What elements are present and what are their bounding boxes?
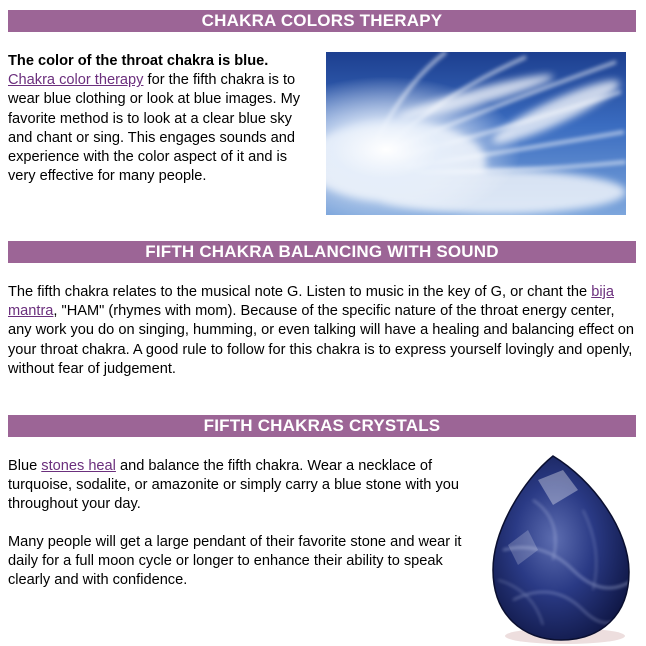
crystals-body-start: Blue xyxy=(8,458,42,474)
crystals-paragraph-2: Many people will get a large pendant of their favorite stone and wear it daily for a full moon cycle or longer to enhance their ability to speak clearly and with confidence. xyxy=(8,534,462,589)
sky-clouds-photo xyxy=(326,52,626,215)
balancing-sound-body-start: The fifth chakra relates to the musical note G. Listen to music in the key of G, or chant the xyxy=(8,284,592,300)
sodalite-stone-photo xyxy=(483,450,636,646)
stones-heal-link[interactable]: stones heal xyxy=(41,458,116,474)
balancing-sound-paragraph xyxy=(8,283,636,379)
throat-chakra-lead: The color of the throat chakra is blue. xyxy=(8,53,269,69)
chakra-color-therapy-link[interactable]: Chakra color therapy xyxy=(8,72,144,89)
section-heading-balancing-sound: FIFTH CHAKRA BALANCING WITH SOUND xyxy=(8,241,636,263)
section-heading-crystals: FIFTH CHAKRAS CRYSTALS xyxy=(8,415,636,437)
section-heading-chakra-colors: CHAKRA COLORS THERAPY xyxy=(8,10,636,32)
chakra-colors-body: for the fifth chakra is to wear blue clothing or look at blue images. My favorite method is to look at a clear blue sky and chant or sing. This engages sounds and experience with the color aspect of it and is very effective for many people. xyxy=(8,72,301,185)
chakra-colors-paragraph xyxy=(8,52,314,186)
balancing-sound-body-end: , "HAM" (rhymes with mom). Because of the specific nature of the throat energy center, any work you do on singing, humming, or even talking will have a healing and balancing effect on your throat chakra. A good rule to follow for this chakra is to express yourself lovingly and openly, without fear of judgement. xyxy=(8,303,635,377)
bija-mantra-link[interactable]: bija mantra xyxy=(8,284,614,320)
crystals-paragraph-1 xyxy=(8,457,474,515)
crystals-body-end: and balance the fifth chakra. Wear a necklace of turquoise, sodalite, or amazonite or simply carry a blue stone with you throughout your day. xyxy=(8,458,460,513)
